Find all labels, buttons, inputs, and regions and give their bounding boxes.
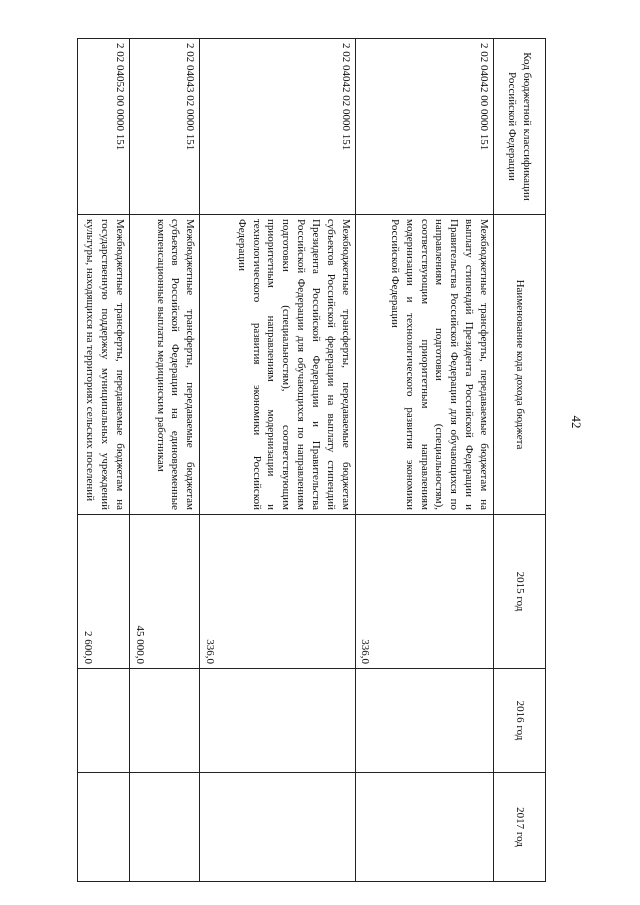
header-name: Наименование кода дохода бюджета [493, 215, 545, 515]
row-value-2016 [78, 669, 130, 773]
header-code: Код бюджетной классификации Российской Федерации [493, 39, 545, 215]
row-value-2016 [130, 669, 200, 773]
row-name: Межбюджетные трансферты, передаваемые бюджетам на государственную поддержку муниципальных учреждений культуры, находящихся на территориях сельских поселений [78, 215, 130, 515]
budget-income-table [77, 38, 546, 882]
row-value-2015: 336,0 [355, 515, 493, 669]
row-name: Межбюджетные трансферты, передаваемые бюджетам субъектов Российской федерации на выплату стипендий Президента Российской Федерации и Правительства Российской Федерации для обучающихся по направлениям подготовки (специальностям), соответствующим приоритетным направлениям модернизации и технологического развития экономики Российской Федерации [200, 215, 355, 515]
row-value-2017 [355, 773, 493, 882]
table-row [355, 39, 493, 882]
row-name: Межбюджетные трансферты, передаваемые бюджетам на выплату стипендий Президента Российской Федерации и Правительства Российской Федерации для обучающихся по направлениям подготовки (специальностям), соответствующим приоритетным направлениям модернизации и технологического развития экономики Российской Федерации [355, 215, 493, 515]
header-2017: 2017 год [493, 773, 545, 882]
table-header-row [493, 39, 545, 882]
row-value-2015: 45 000,0 [130, 515, 200, 669]
row-name: Межбюджетные трансферты, передаваемые бюджетам субъектов Российской Федерации на единовременные компенсационные выплаты медицинским работникам [130, 215, 200, 515]
row-value-2017 [130, 773, 200, 882]
row-code: 2 02 04042 02 0000 151 [200, 39, 355, 215]
row-value-2016 [355, 669, 493, 773]
row-value-2015: 2 600,0 [78, 515, 130, 669]
row-value-2017 [200, 773, 355, 882]
table-row [78, 39, 130, 882]
table-row [130, 39, 200, 882]
row-code: 2 02 04042 00 0000 151 [355, 39, 493, 215]
row-value-2016 [200, 669, 355, 773]
page-number: 42 [569, 415, 584, 429]
row-value-2015: 336,0 [200, 515, 355, 669]
row-code: 2 02 04043 02 0000 151 [130, 39, 200, 215]
row-code: 2 02 04052 00 0000 151 [78, 39, 130, 215]
row-value-2017 [78, 773, 130, 882]
header-2016: 2016 год [493, 669, 545, 773]
header-2015: 2015 год [493, 515, 545, 669]
table-row [200, 39, 355, 882]
